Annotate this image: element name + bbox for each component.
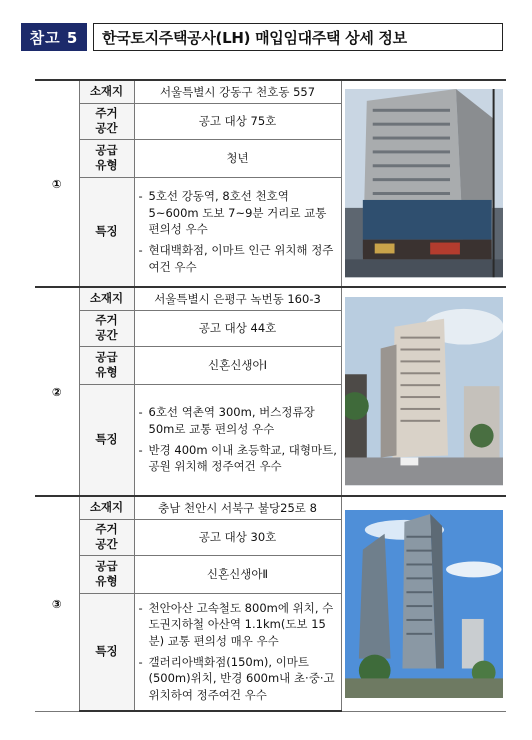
space-value: 공고 대상 44호	[134, 310, 341, 346]
building-photo	[341, 287, 506, 496]
feature-item: - 반경 400m 이내 초등학교, 대형마트, 공원 위치해 정주여건 우수	[138, 442, 337, 474]
space-label: 주거 공간	[79, 519, 134, 555]
feature-item: - 6호선 역촌역 300m, 버스정류장 50m로 교통 편의성 우수	[138, 405, 315, 437]
supply-value: 청년	[134, 139, 341, 177]
supply-label: 공급 유형	[79, 139, 134, 177]
supply-value: 신혼신생아Ⅱ	[134, 555, 341, 593]
space-value: 공고 대상 75호	[134, 103, 341, 139]
feature-item: - 5호선 강동역, 8호선 천호역 5~600m 도보 7~9분 거리로 교통 편의성 우수	[138, 189, 327, 237]
building-photo	[341, 80, 506, 287]
reference-badge: 참고 5	[21, 23, 87, 51]
feature-item: - 현대백화점, 이마트 인근 위치해 정주여건 우수	[138, 243, 334, 274]
building-photo-3	[345, 510, 504, 698]
property-number: ①	[35, 80, 79, 287]
property-table	[35, 79, 506, 712]
location-label: 소재지	[79, 287, 134, 310]
building-photo-2	[345, 297, 504, 485]
feature-item: - 천안아산 고속철도 800m에 위치, 수도권지하철 아산역 1.1km(도보 15분) 교통 편의성 매우 우수	[138, 600, 334, 649]
location-value: 서울특별시 은평구 녹번동 160-3	[134, 287, 341, 310]
space-label: 주거 공간	[79, 310, 134, 346]
location-value: 충남 천안시 서북구 불당25로 8	[134, 496, 341, 519]
location-label: 소재지	[79, 80, 134, 103]
building-photo-1	[345, 89, 504, 277]
feature-item: - 갤러리아백화점(150m), 이마트(500m)위치, 반경 600m내 초·중·고 위치하여 정주여건 우수	[138, 654, 335, 703]
feature-list	[134, 593, 341, 711]
property-number: ②	[35, 287, 79, 496]
feature-list	[134, 177, 341, 287]
supply-value: 신혼신생아Ⅰ	[134, 346, 341, 384]
building-photo	[341, 496, 506, 711]
location-label: 소재지	[79, 496, 134, 519]
page-header	[21, 23, 503, 51]
property-number: ③	[35, 496, 79, 711]
feature-list	[134, 384, 341, 496]
space-label: 주거 공간	[79, 103, 134, 139]
feature-label: 특징	[79, 177, 134, 287]
page-title: 한국토지주택공사(LH) 매입임대주택 상세 정보	[93, 23, 503, 51]
feature-label: 특징	[79, 593, 134, 711]
space-value: 공고 대상 30호	[134, 519, 341, 555]
supply-label: 공급 유형	[79, 555, 134, 593]
feature-label: 특징	[79, 384, 134, 496]
supply-label: 공급 유형	[79, 346, 134, 384]
location-value: 서울특별시 강동구 천호동 557	[134, 80, 341, 103]
